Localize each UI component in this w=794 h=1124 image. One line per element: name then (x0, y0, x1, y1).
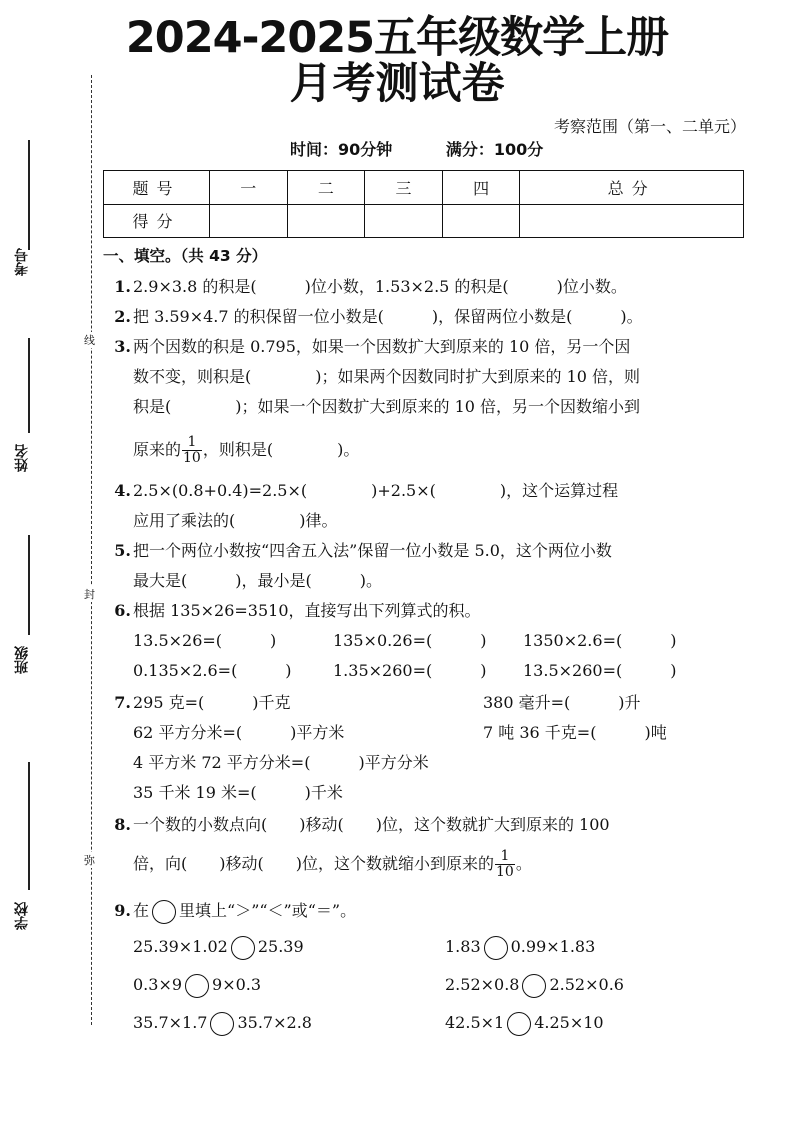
question-line: 一个数的小数点向( )移动( )位，这个数就扩大到原来的 100 (133, 815, 610, 834)
question-text: 在 (133, 901, 150, 920)
name-label: 姓名 (14, 444, 30, 472)
time-and-score (290, 137, 591, 160)
question-line (133, 432, 753, 468)
question-7 (103, 688, 753, 808)
compare-right: 4.25×10 (534, 1013, 604, 1032)
question-3 (103, 332, 753, 468)
fraction-denominator: 10 (495, 864, 514, 880)
question-4 (103, 476, 753, 536)
calc-item: 1.35×260=( ) (333, 661, 487, 680)
question-line: 2.5×(0.8+0.4)=2.5×( )+2.5×( )，这个运算过程 (133, 481, 619, 500)
question-text: 里填上“＞”“＜”或“＝”。 (179, 901, 357, 920)
question-text: ，则积是( )。 (202, 440, 360, 459)
question-9 (103, 894, 753, 928)
question-6-row-2 (103, 656, 753, 686)
question-number: 5. (114, 541, 131, 560)
fraction (495, 849, 515, 880)
score-table-header-row (104, 171, 744, 205)
name-line (28, 338, 30, 433)
score-table (103, 170, 744, 238)
school-line (28, 762, 30, 890)
question-line (133, 846, 753, 882)
question-text: 。 (515, 854, 532, 873)
exam-scope: 考察范围（第一、二单元） (553, 117, 746, 136)
compare-left: 25.39×1.02 (133, 937, 228, 956)
question-text: 把 3.59×4.7 的积保留一位小数是( )，保留两位小数是( )。 (133, 307, 643, 326)
question-5 (103, 536, 753, 596)
compare-circle[interactable] (522, 974, 546, 998)
class-label: 班级 (14, 646, 30, 674)
question-7-row-2 (133, 718, 753, 748)
header-cell-1: 一 (210, 171, 288, 205)
section-heading: 一、填空。（共 43 分） (103, 247, 268, 265)
unit-item: 380 毫升=( )升 (483, 693, 641, 712)
section-fill-in (103, 244, 753, 1042)
question-number: 6. (114, 601, 131, 620)
question-7-row-1 (133, 688, 753, 718)
exam-no-line (28, 140, 30, 250)
compare-circle[interactable] (210, 1012, 234, 1036)
question-number: 9. (114, 901, 131, 920)
unit-item: 7 吨 36 千克=( )吨 (483, 723, 667, 742)
calc-item: 0.135×2.6=( ) (133, 661, 292, 680)
calc-item: 13.5×26=( ) (133, 631, 277, 650)
question-number: 4. (114, 481, 131, 500)
header-cell-question-no: 题号 (104, 171, 210, 205)
question-number: 2. (114, 307, 131, 326)
compare-left: 35.7×1.7 (133, 1013, 208, 1032)
question-line: 根据 135×26=3510，直接写出下列算式的积。 (133, 601, 481, 620)
compare-right: 0.99×1.83 (510, 937, 596, 956)
question-text: 倍，向( )移动( )位，这个数就缩小到原来的 (133, 854, 494, 873)
score-cell-2[interactable] (287, 204, 365, 238)
compare-left: 2.52×0.8 (445, 975, 520, 994)
compare-row-3 (103, 1004, 753, 1042)
compare-left: 42.5×1 (445, 1013, 505, 1032)
class-line (28, 535, 30, 635)
question-number: 8. (114, 815, 131, 834)
compare-left: 1.83 (445, 937, 481, 956)
fraction-numerator: 1 (182, 435, 202, 451)
seal-mark-seal: 封 (84, 588, 95, 601)
question-text: 原来的 (133, 440, 182, 459)
compare-circle[interactable] (185, 974, 209, 998)
compare-right: 2.52×0.6 (549, 975, 624, 994)
title-line-2: 月考测试卷 (289, 59, 505, 109)
score-row-label: 得分 (104, 204, 210, 238)
question-1 (103, 272, 753, 302)
compare-row-2 (103, 966, 753, 1004)
unit-item: 62 平方分米=( )平方米 (133, 723, 345, 742)
compare-row-1 (103, 928, 753, 966)
unit-item: 35 千米 19 米=( )千米 (133, 783, 343, 802)
question-line: 数不变，则积是( )；如果两个因数同时扩大到原来的 10 倍，则 (133, 367, 641, 386)
compare-circle[interactable] (484, 936, 508, 960)
question-6-row-1 (103, 626, 753, 656)
header-cell-2: 二 (287, 171, 365, 205)
question-line: 最大是( )，最小是( )。 (133, 571, 382, 590)
title-line-1: 2024-2025五年级数学上册 (125, 13, 669, 63)
score-cell-1[interactable] (210, 204, 288, 238)
binding-dashed-line (91, 75, 92, 1025)
question-number: 3. (114, 337, 131, 356)
exam-no-label: 考号 (14, 248, 30, 276)
compare-circle[interactable] (507, 1012, 531, 1036)
header-cell-total: 总分 (520, 171, 744, 205)
header-cell-3: 三 (365, 171, 443, 205)
unit-item: 4 平方米 72 平方分米=( )平方分米 (133, 753, 429, 772)
question-6 (103, 596, 753, 626)
score-cell-3[interactable] (365, 204, 443, 238)
header-cell-4: 四 (442, 171, 520, 205)
fraction (182, 435, 202, 466)
question-text: 2.9×3.8 的积是( )位小数，1.53×2.5 的积是( )位小数。 (133, 277, 627, 296)
compare-right: 25.39 (257, 937, 304, 956)
question-number: 1. (114, 277, 131, 296)
fraction-numerator: 1 (495, 849, 515, 865)
compare-left: 0.3×9 (133, 975, 183, 994)
question-2 (103, 302, 753, 332)
question-8 (103, 810, 753, 882)
school-label: 学校 (14, 902, 30, 930)
fraction-denominator: 10 (183, 450, 201, 466)
compare-right: 9×0.3 (212, 975, 262, 994)
calc-item: 1350×2.6=( ) (523, 631, 677, 650)
score-cell-total[interactable] (520, 204, 744, 238)
calc-item: 13.5×260=( ) (523, 661, 677, 680)
question-line: 积是( )；如果一个因数扩大到原来的 10 倍，另一个因数缩小到 (133, 397, 641, 416)
full-score: 满分：100分 (445, 140, 544, 159)
unit-item: 295 克=( )千克 (133, 693, 291, 712)
score-table-score-row (104, 204, 744, 238)
calc-item: 135×0.26=( ) (333, 631, 487, 650)
exam-time: 时间：90分钟 (290, 140, 393, 159)
compare-circle-icon (152, 900, 176, 924)
seal-mark-mi: 弥 (84, 854, 95, 867)
score-cell-4[interactable] (442, 204, 520, 238)
question-line: 应用了乘法的( )律。 (133, 511, 338, 530)
question-line: 两个因数的积是 0.795，如果一个因数扩大到原来的 10 倍，另一个因 (133, 337, 631, 356)
compare-circle[interactable] (231, 936, 255, 960)
compare-right: 35.7×2.8 (237, 1013, 312, 1032)
seal-mark-line: 线 (84, 334, 95, 347)
question-line: 把一个两位小数按“四舍五入法”保留一位小数是 5.0，这个两位小数 (133, 541, 612, 560)
question-number: 7. (114, 693, 131, 712)
